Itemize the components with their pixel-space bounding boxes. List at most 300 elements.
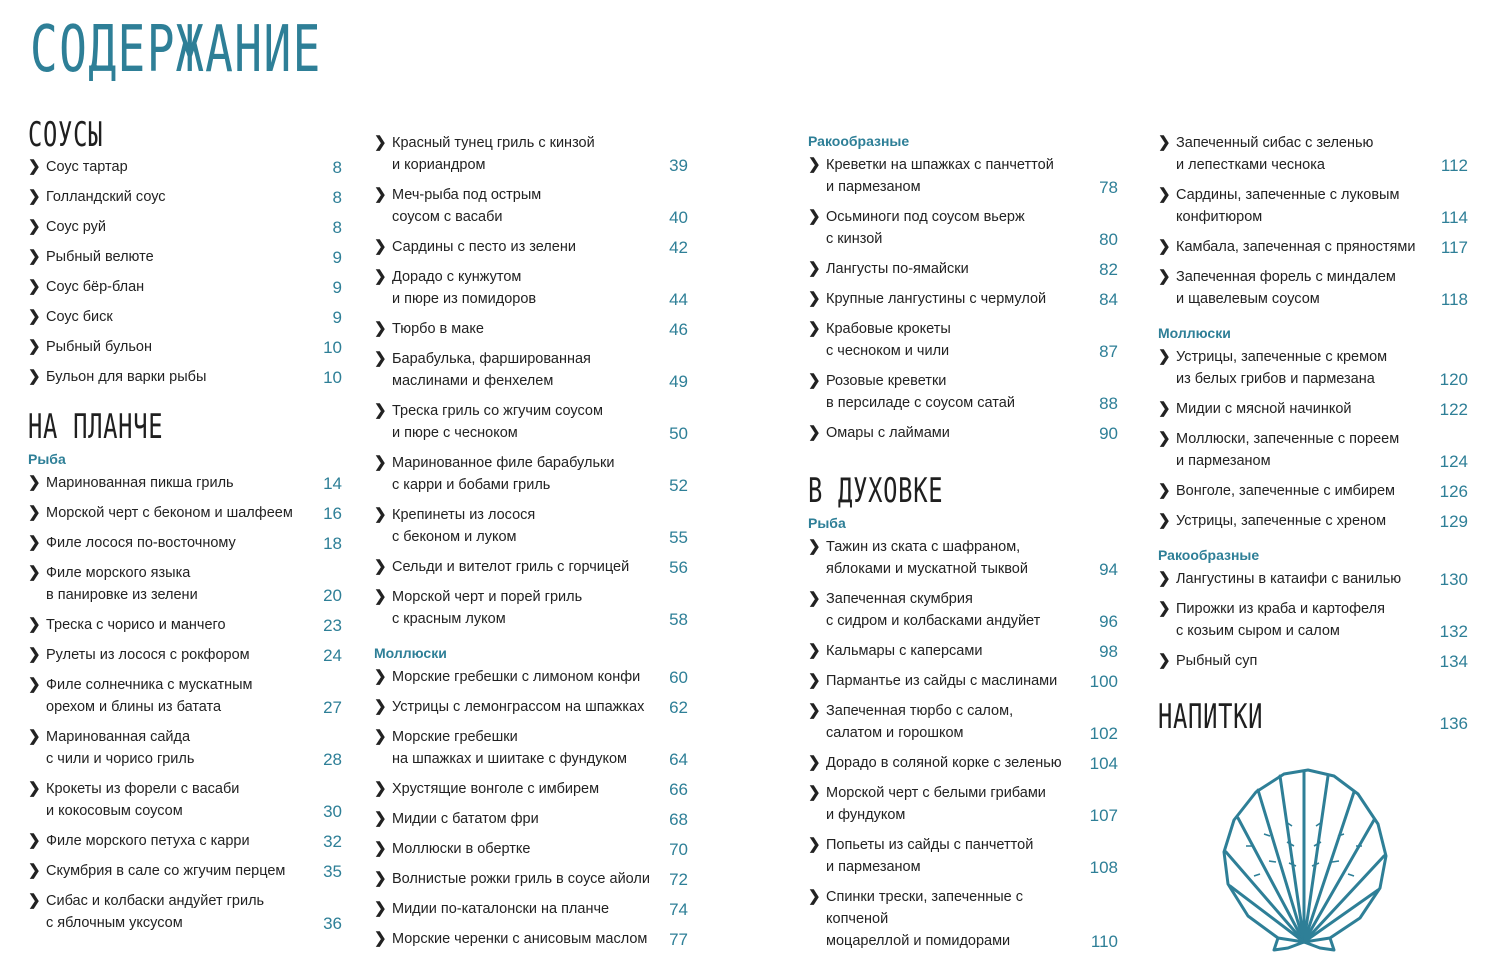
chevron-right-icon: ❯	[374, 558, 387, 575]
toc-entry[interactable]	[28, 248, 342, 268]
entry-title: Красный тунец гриль с кинзой и кориандром	[392, 135, 595, 173]
toc-entry-left	[28, 676, 253, 718]
toc-entry-left	[28, 534, 236, 554]
toc-entry-left	[28, 188, 166, 208]
entry-title: Мидии с бататом фри	[392, 811, 539, 827]
page-number: 117	[1440, 238, 1468, 257]
page-number: 35	[323, 862, 342, 881]
page-number: 102	[1089, 724, 1118, 743]
toc-entry[interactable]	[1158, 652, 1468, 672]
chevron-right-icon: ❯	[28, 158, 41, 175]
page-number: 74	[669, 900, 688, 919]
toc-entry[interactable]	[808, 702, 1118, 744]
toc-entry-left	[1158, 512, 1386, 532]
entry-title: Морской черт и порей гриль с красным луком	[392, 589, 583, 627]
toc-entry[interactable]	[374, 900, 688, 920]
page-number: 82	[1099, 260, 1118, 279]
page-number: 118	[1440, 290, 1468, 309]
toc-entry-left	[1158, 600, 1385, 642]
toc-entry-left	[374, 840, 530, 860]
toc-entry[interactable]	[374, 268, 688, 310]
toc-entry[interactable]	[374, 454, 688, 496]
drinks-row[interactable]	[1158, 697, 1468, 737]
chevron-right-icon: ❯	[808, 672, 821, 689]
page-number: 9	[332, 308, 342, 327]
toc-entry-left	[28, 474, 234, 494]
toc-entry-left	[374, 186, 541, 228]
page-number: 129	[1439, 512, 1468, 531]
chevron-right-icon: ❯	[28, 862, 41, 879]
toc-entry[interactable]	[28, 308, 342, 328]
toc-entry-left	[1158, 652, 1257, 672]
chevron-right-icon: ❯	[808, 424, 821, 441]
entry-title: Морские гребешки на шпажках и шиитаке с фундуком	[392, 729, 628, 767]
scallop-shell-icon	[1218, 766, 1390, 952]
chevron-right-icon: ❯	[1158, 238, 1171, 255]
page-number: 14	[323, 474, 342, 493]
entry-title: Омары с лаймами	[826, 425, 950, 441]
toc-entry[interactable]	[1158, 268, 1468, 310]
entry-title: Рыбный суп	[1176, 653, 1258, 669]
toc-entry-left	[1158, 238, 1415, 258]
toc-entry[interactable]	[28, 504, 342, 524]
toc-entry[interactable]	[374, 870, 688, 890]
page-number: 23	[323, 616, 342, 635]
toc-entry-left	[28, 368, 206, 388]
toc-entry[interactable]	[808, 836, 1118, 878]
chevron-right-icon: ❯	[808, 208, 821, 225]
toc-entry-left	[808, 424, 950, 444]
entry-title: Морской черт с белыми грибами и фундуком	[826, 785, 1046, 823]
toc-entry-left	[1158, 430, 1399, 472]
entry-title: Рыбный бульон	[46, 339, 152, 355]
toc-entry[interactable]	[28, 616, 342, 636]
toc-entry-left	[374, 870, 650, 890]
chevron-right-icon: ❯	[374, 698, 387, 715]
toc-column-3	[808, 132, 1118, 952]
toc-entry-left	[808, 642, 982, 662]
toc-entry-left	[28, 248, 154, 268]
chevron-right-icon: ❯	[374, 870, 387, 887]
subsection-mollusks: Моллюски	[374, 645, 447, 661]
chevron-right-icon: ❯	[374, 810, 387, 827]
toc-entry[interactable]	[374, 728, 688, 770]
entry-title: Лангустины в катаифи с ванилью	[1176, 571, 1402, 587]
chevron-right-icon: ❯	[374, 930, 387, 947]
subsection-crustaceans: Ракообразные	[808, 133, 910, 149]
entry-title: Рулеты из лосося с рокфором	[46, 647, 250, 663]
toc-entry[interactable]	[808, 538, 1118, 580]
entry-title: Розовые креветки в персиладе с соусом сатай	[826, 373, 1015, 411]
toc-entry[interactable]	[374, 186, 688, 228]
entry-title: Филе солнечника с мускатным орехом и блины из батата	[46, 677, 253, 715]
page-number: 9	[332, 248, 342, 267]
page-number: 68	[669, 810, 688, 829]
toc-entry[interactable]	[28, 278, 342, 298]
entries-oven-fish	[808, 538, 1118, 952]
entry-title: Сибас и колбаски андуйет гриль с яблочным уксусом	[46, 893, 265, 931]
entries-plancha-mollusks	[374, 668, 688, 950]
toc-entry[interactable]	[1158, 186, 1468, 228]
entry-title: Спинки трески, запеченные с копченой моцареллой и помидорами	[826, 889, 1023, 949]
page-title: СОДЕРЖАНИЕ	[30, 13, 322, 87]
toc-entry[interactable]	[374, 320, 688, 340]
toc-entry[interactable]	[1158, 482, 1468, 502]
toc-entry-left	[1158, 268, 1396, 310]
toc-entry-left	[28, 308, 113, 328]
entry-title: Филе лосося по-восточному	[46, 535, 236, 551]
toc-entry-left	[374, 900, 609, 920]
chevron-right-icon: ❯	[28, 616, 41, 633]
entry-title: Маринованное филе барабульки с карри и бобами гриль	[392, 455, 615, 493]
chevron-right-icon: ❯	[808, 260, 821, 277]
toc-entry-left	[28, 278, 144, 298]
page-number: 18	[323, 534, 342, 553]
entry-title: Сельди и вителот гриль с горчицей	[392, 559, 630, 575]
toc-entry[interactable]	[1158, 600, 1468, 642]
page-number: 72	[669, 870, 688, 889]
toc-entry-left	[1158, 400, 1352, 420]
toc-entry[interactable]	[808, 672, 1118, 692]
chevron-right-icon: ❯	[374, 728, 387, 745]
toc-entry[interactable]	[28, 564, 342, 606]
toc-entry[interactable]	[1158, 348, 1468, 390]
toc-entry-left	[374, 728, 627, 770]
entry-title: Кальмары с каперсами	[826, 643, 983, 659]
page-number: 96	[1099, 612, 1118, 631]
chevron-right-icon: ❯	[374, 134, 387, 151]
entry-title: Соус руй	[46, 219, 106, 235]
entry-title: Устрицы, запеченные с хреном	[1176, 513, 1387, 529]
toc-entry-left	[28, 564, 198, 606]
toc-entry-left	[374, 810, 539, 830]
toc-entry[interactable]	[374, 930, 688, 950]
page-number: 114	[1440, 208, 1468, 227]
toc-entry[interactable]	[28, 368, 342, 388]
toc-entry[interactable]	[28, 534, 342, 554]
toc-entry-left	[808, 260, 969, 280]
chevron-right-icon: ❯	[28, 338, 41, 355]
toc-entry[interactable]	[28, 218, 342, 238]
chevron-right-icon: ❯	[1158, 570, 1171, 587]
toc-column-2	[374, 128, 688, 950]
entries-oven-crustaceans	[1158, 570, 1468, 672]
page-number: 104	[1089, 754, 1118, 773]
entry-title: Камбала, запеченная с пряностями	[1176, 239, 1416, 255]
toc-entry[interactable]	[808, 320, 1118, 362]
entry-title: Осьминоги под соусом вьерж с кинзой	[826, 209, 1025, 247]
toc-entry-left	[808, 702, 1013, 744]
entry-title: Крабовые крокеты с чесноком и чили	[826, 321, 951, 359]
page-number: 28	[323, 750, 342, 769]
chevron-right-icon: ❯	[28, 474, 41, 491]
page-number: 87	[1099, 342, 1118, 361]
toc-entry[interactable]	[808, 888, 1118, 952]
toc-entry[interactable]	[28, 646, 342, 666]
page-number: 9	[332, 278, 342, 297]
entry-title: Маринованная пикша гриль	[46, 475, 234, 491]
entry-title: Моллюски, запеченные с пореем и пармезаном	[1176, 431, 1400, 469]
page-number: 88	[1099, 394, 1118, 413]
entry-title: Устрицы с лемонграссом на шпажках	[392, 699, 645, 715]
page-number: 107	[1089, 806, 1118, 825]
entry-title: Сардины, запеченные с луковым конфитюром	[1176, 187, 1400, 225]
chevron-right-icon: ❯	[28, 564, 41, 581]
toc-entry-left	[1158, 570, 1401, 590]
entries-oven-mollusks	[1158, 348, 1468, 532]
page-number: 52	[669, 476, 688, 495]
toc-entry[interactable]	[374, 698, 688, 718]
entry-title: Мидии по-каталонски на планче	[392, 901, 610, 917]
page-number: 56	[669, 558, 688, 577]
chevron-right-icon: ❯	[28, 728, 41, 745]
toc-entry[interactable]	[808, 590, 1118, 632]
toc-entry[interactable]	[808, 208, 1118, 250]
page-number: 70	[669, 840, 688, 859]
toc-entry[interactable]	[1158, 570, 1468, 590]
toc-entry[interactable]	[28, 862, 342, 882]
toc-entry[interactable]	[28, 474, 342, 494]
toc-entry[interactable]	[808, 754, 1118, 774]
toc-entry[interactable]	[374, 780, 688, 800]
toc-entry-left	[374, 558, 629, 578]
toc-entry[interactable]	[1158, 430, 1468, 472]
chevron-right-icon: ❯	[808, 642, 821, 659]
toc-entry[interactable]	[808, 260, 1118, 280]
entry-title: Тажин из ската с шафраном, яблоками и мускатной тыквой	[826, 539, 1028, 577]
page-number: 108	[1089, 858, 1118, 877]
chevron-right-icon: ❯	[28, 368, 41, 385]
chevron-right-icon: ❯	[28, 780, 41, 797]
toc-entry[interactable]	[374, 588, 688, 630]
entry-title: Рыбный велюте	[46, 249, 154, 265]
chevron-right-icon: ❯	[374, 238, 387, 255]
entry-title: Креветки на шпажках с панчеттой и пармезаном	[826, 157, 1054, 195]
toc-entry[interactable]	[28, 158, 342, 178]
chevron-right-icon: ❯	[808, 538, 821, 555]
toc-entry-left	[808, 538, 1028, 580]
toc-entry-left	[374, 350, 591, 392]
page-number: 90	[1099, 424, 1118, 443]
subsection-oven-mollusks: Моллюски	[1158, 325, 1231, 341]
page-number: 98	[1099, 642, 1118, 661]
section-heading-drinks: НАПИТКИ	[1158, 697, 1264, 737]
chevron-right-icon: ❯	[28, 248, 41, 265]
chevron-right-icon: ❯	[1158, 400, 1171, 417]
toc-entry-left	[28, 832, 250, 852]
entry-title: Меч-рыба под острым соусом с васаби	[392, 187, 542, 225]
toc-entry-left	[28, 646, 250, 666]
subsection-fish: Рыба	[28, 451, 66, 467]
page-number: 8	[332, 218, 342, 237]
toc-entry-left	[28, 504, 293, 524]
chevron-right-icon: ❯	[374, 780, 387, 797]
chevron-right-icon: ❯	[1158, 134, 1171, 151]
chevron-right-icon: ❯	[28, 892, 41, 909]
entry-title: Мидии с мясной начинкой	[1176, 401, 1352, 417]
page-number: 39	[669, 156, 688, 175]
entry-title: Морские черенки с анисовым маслом	[392, 931, 648, 947]
toc-entry[interactable]	[808, 372, 1118, 414]
toc-entry-left	[28, 338, 152, 358]
chevron-right-icon: ❯	[374, 186, 387, 203]
chevron-right-icon: ❯	[28, 832, 41, 849]
toc-entry-left	[374, 588, 582, 630]
entry-title: Морской черт с беконом и шалфеем	[46, 505, 293, 521]
toc-entry[interactable]	[374, 558, 688, 578]
toc-entry-left	[808, 836, 1033, 878]
section-heading-plancha: НА ПЛАНЧЕ	[28, 407, 164, 447]
entry-title: Треска гриль со жгучим соусом и пюре с чесноком	[392, 403, 603, 441]
page-number: 20	[323, 586, 342, 605]
chevron-right-icon: ❯	[374, 402, 387, 419]
page-number: 8	[332, 158, 342, 177]
entry-title: Треска с чорисо и манчего	[46, 617, 226, 633]
entry-title: Волнистые рожки гриль в соусе айоли	[392, 871, 650, 887]
page-number: 126	[1439, 482, 1468, 501]
entry-title: Запеченная скумбрия с сидром и колбасками андуйет	[826, 591, 1041, 629]
toc-entry[interactable]	[28, 676, 342, 718]
chevron-right-icon: ❯	[374, 268, 387, 285]
toc-entry-left	[808, 888, 1088, 952]
chevron-right-icon: ❯	[1158, 512, 1171, 529]
page-number: 110	[1090, 932, 1118, 951]
toc-entry[interactable]	[374, 402, 688, 444]
page-number: 134	[1439, 652, 1468, 671]
toc-entry[interactable]	[374, 238, 688, 258]
toc-entry[interactable]	[374, 810, 688, 830]
page-number: 78	[1099, 178, 1118, 197]
page-number: 132	[1439, 622, 1468, 641]
page-number: 40	[669, 208, 688, 227]
page-number: 136	[1439, 714, 1468, 733]
page-number: 46	[669, 320, 688, 339]
page-number: 44	[669, 290, 688, 309]
chevron-right-icon: ❯	[374, 454, 387, 471]
page-number: 49	[669, 372, 688, 391]
page-number: 50	[669, 424, 688, 443]
toc-entry[interactable]	[808, 290, 1118, 310]
toc-entry-left	[808, 320, 951, 362]
toc-entry[interactable]	[1158, 134, 1468, 176]
entry-title: Соус бёр-блан	[46, 279, 145, 295]
toc-entry-left	[374, 402, 603, 444]
chevron-right-icon: ❯	[1158, 186, 1171, 203]
toc-entry[interactable]	[808, 642, 1118, 662]
chevron-right-icon: ❯	[808, 702, 821, 719]
toc-entry[interactable]	[28, 188, 342, 208]
page-number: 27	[323, 698, 342, 717]
entry-title: Маринованная сайда с чили и чорисо гриль	[46, 729, 195, 767]
entry-title: Дорадо в соляной корке с зеленью	[826, 755, 1062, 771]
page-number: 130	[1439, 570, 1468, 589]
toc-column-1	[28, 115, 342, 934]
section-heading-oven: В ДУХОВКЕ	[808, 471, 944, 511]
chevron-right-icon: ❯	[28, 278, 41, 295]
chevron-right-icon: ❯	[808, 836, 821, 853]
toc-entry[interactable]	[374, 668, 688, 688]
chevron-right-icon: ❯	[374, 506, 387, 523]
page-number: 30	[323, 802, 342, 821]
entry-title: Соус тартар	[46, 159, 128, 175]
toc-entry[interactable]	[1158, 512, 1468, 532]
page-number: 84	[1099, 290, 1118, 309]
section-heading-sauces: СОУСЫ	[28, 115, 104, 155]
chevron-right-icon: ❯	[808, 156, 821, 173]
toc-entry-left	[808, 590, 1040, 632]
toc-entry[interactable]	[374, 134, 688, 176]
page-number: 8	[332, 188, 342, 207]
toc-entry[interactable]	[1158, 238, 1468, 258]
page-number: 80	[1099, 230, 1118, 249]
entry-title: Тюрбо в маке	[392, 321, 484, 337]
toc-entry[interactable]	[808, 784, 1118, 826]
toc-entry[interactable]	[28, 728, 342, 770]
chevron-right-icon: ❯	[28, 218, 41, 235]
entry-title: Голландский соус	[46, 189, 166, 205]
toc-entry[interactable]	[374, 840, 688, 860]
toc-entry[interactable]	[28, 780, 342, 822]
toc-entry-left	[1158, 134, 1373, 176]
entries-plancha-fish-cont	[374, 134, 688, 630]
chevron-right-icon: ❯	[1158, 348, 1171, 365]
page-number: 36	[323, 914, 342, 933]
toc-entry[interactable]	[28, 338, 342, 358]
toc-entry[interactable]	[374, 506, 688, 548]
toc-entry-left	[374, 238, 576, 258]
page-number: 77	[669, 930, 688, 949]
chevron-right-icon: ❯	[808, 888, 821, 905]
entry-title: Вонголе, запеченные с имбирем	[1176, 483, 1396, 499]
toc-entry[interactable]	[808, 156, 1118, 198]
page-number: 58	[669, 610, 688, 629]
toc-entry[interactable]	[1158, 400, 1468, 420]
toc-entry-left	[808, 290, 1046, 310]
toc-entry[interactable]	[374, 350, 688, 392]
toc-entry-left	[808, 672, 1057, 692]
entry-title: Крепинеты из лосося с беконом и луком	[392, 507, 536, 545]
chevron-right-icon: ❯	[374, 588, 387, 605]
chevron-right-icon: ❯	[28, 646, 41, 663]
toc-entry-left	[1158, 348, 1387, 390]
toc-entry-left	[374, 780, 599, 800]
toc-entry[interactable]	[28, 832, 342, 852]
entries-plancha-crustaceans	[808, 156, 1118, 444]
entry-title: Филе морского петуха с карри	[46, 833, 250, 849]
toc-entry[interactable]	[28, 892, 342, 934]
entry-title: Хрустящие вонголе с имбирем	[392, 781, 600, 797]
entry-title: Запеченная форель с миндалем и щавелевым соусом	[1176, 269, 1396, 307]
entry-title: Крупные лангустины с чермулой	[826, 291, 1047, 307]
entry-title: Морские гребешки с лимоном конфи	[392, 669, 641, 685]
toc-entry-left	[808, 156, 1054, 198]
page-number: 42	[669, 238, 688, 257]
chevron-right-icon: ❯	[808, 754, 821, 771]
chevron-right-icon: ❯	[28, 188, 41, 205]
entry-title: Запеченный сибас с зеленью и лепестками чеснока	[1176, 135, 1374, 173]
chevron-right-icon: ❯	[1158, 652, 1171, 669]
page-number: 10	[323, 368, 342, 387]
toc-entry-left	[28, 862, 285, 882]
toc-entry-left	[808, 208, 1025, 250]
toc-entry[interactable]	[808, 424, 1118, 444]
page-number: 32	[323, 832, 342, 851]
toc-entry-left	[28, 616, 226, 636]
page-number: 10	[323, 338, 342, 357]
subsection-oven-crustaceans: Ракообразные	[1158, 547, 1260, 563]
entry-title: Соус биск	[46, 309, 113, 325]
page-number: 100	[1089, 672, 1118, 691]
